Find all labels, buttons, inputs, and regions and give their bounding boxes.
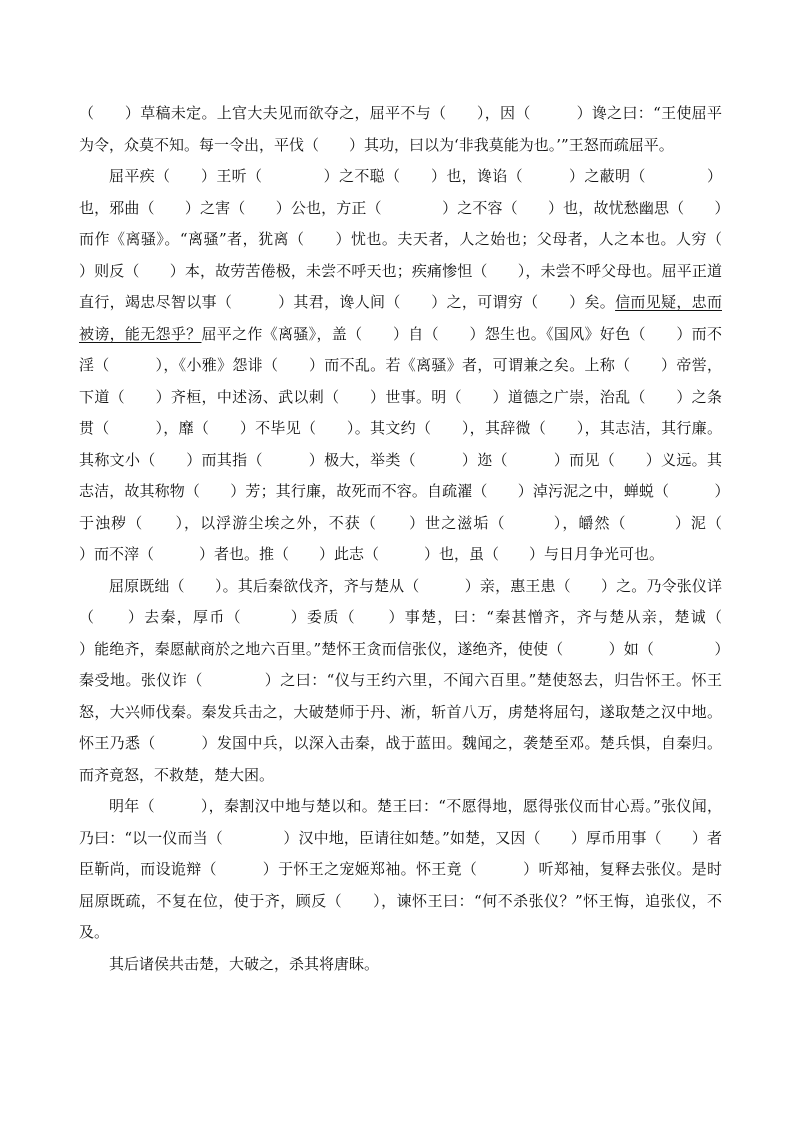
underlined-sentence: 信而见疑，忠而被谤，能无怨乎？ [79, 293, 722, 343]
paragraph-2-text-before: 屈平疾（ ）王听（ ）之不聪（ ）也，谗谄（ ）之蔽明（ ）也，邪曲（ ）之害（ ）公也，方正（ ）之不容（ ）也，故忧愁幽思（ ）而作《离骚》。“离骚”者，犹离（ ）忧也。夫天者，人之始也；父母者，人之本也。人穷（ ）则反（ ）本，故劳苦倦极，未尝不呼天也；疾痛惨怛（ ），未尝不呼父母也。屈平正道直行，竭忠尽智以事（ ）其君，谗人间（ ）之，可谓穷（ ）矣。 [79, 167, 753, 311]
paragraph-4 [79, 791, 722, 949]
paragraph-1-text: （ ）草稿未定。上官大夫见而欲夺之，屈平不与（ ），因（ ）谗之曰：“王使屈平为令，众莫不知。每一令出，平伐（ ）其功，曰以为‘非我莫能为也。’”王怒而疏屈平。 [79, 104, 722, 154]
paragraph-4-text: 明年（ ），秦割汉中地与楚以和。楚王曰：“不愿得地，愿得张仪而甘心焉。”张仪闻，乃曰：“以一仪而当（ ）汉中地，臣请往如楚。”如楚，又因（ ）厚币用事（ ）者臣靳尚，而设诡辩（ ）于怀王之宠姬郑袖。怀王竟（ ）听郑袖，复释去张仪。是时屈原既疏，不复在位，使于齐，顾反（ ），谏怀王曰：“何不杀张仪？”怀王悔，追张仪，不及。 [79, 797, 722, 941]
paragraph-5-text: 其后诸侯共击楚，大破之，杀其将唐眜。 [109, 954, 380, 973]
paragraph-1 [79, 98, 722, 161]
paragraph-3-text: 屈原既绌（ ）。其后秦欲伐齐，齐与楚从（ ）亲，惠王患（ ）之。乃令张仪详（ ）去秦，厚币（ ）委质（ ）事楚，曰：“秦甚憎齐，齐与楚从亲，楚诚（ ）能绝齐，秦愿献商於之地六百里。”楚怀王贪而信张仪，遂绝齐，使使（ ）如（ ）秦受地。张仪诈（ ）之曰：“仪与王约六里，不闻六百里。”楚使怒去，归告怀王。怀王怒，大兴师伐秦。秦发兵击之，大破楚师于丹、淅，斩首八万，虏楚将屈匄，遂取楚之汉中地。怀王乃悉（ ）发国中兵，以深入击秦，战于蓝田。魏闻之，袭楚至邓。楚兵惧，自秦归。而齐竟怒，不救楚，楚大困。 [79, 576, 768, 784]
paragraph-5 [79, 949, 722, 981]
paragraph-3 [79, 571, 768, 792]
paragraph-2 [79, 161, 768, 571]
paragraph-2-text-after: 屈平之作《离骚》，盖（ ）自（ ）怨生也。《国风》好色（ ）而不淫（ ），《小雅》怨诽（ ）而不乱。若《离骚》者，可谓兼之矣。上称（ ）帝喾，下道（ ）齐桓，中述汤、武以刺（ ）世事。明（ ）道德之广崇，治乱（ ）之条贯（ ），靡（ ）不毕见（ ）。其文约（ ），其辞微（ ），其志洁，其行廉。其称文小（ ）而其指（ ）极大，举类（ ）迩（ ）而见（ ）义远。其志洁，故其称物（ ）芳；其行廉，故死而不容。自疏濯（ ）淖污泥之中，蝉蜕（ ）于浊秽（ ），以浮游尘埃之外，不获（ ）世之滋垢（ ），皭然（ ）泥（ ）而不滓（ ）者也。推（ ）此志（ ）也，虽（ ）与日月争光可也。 [79, 324, 768, 563]
